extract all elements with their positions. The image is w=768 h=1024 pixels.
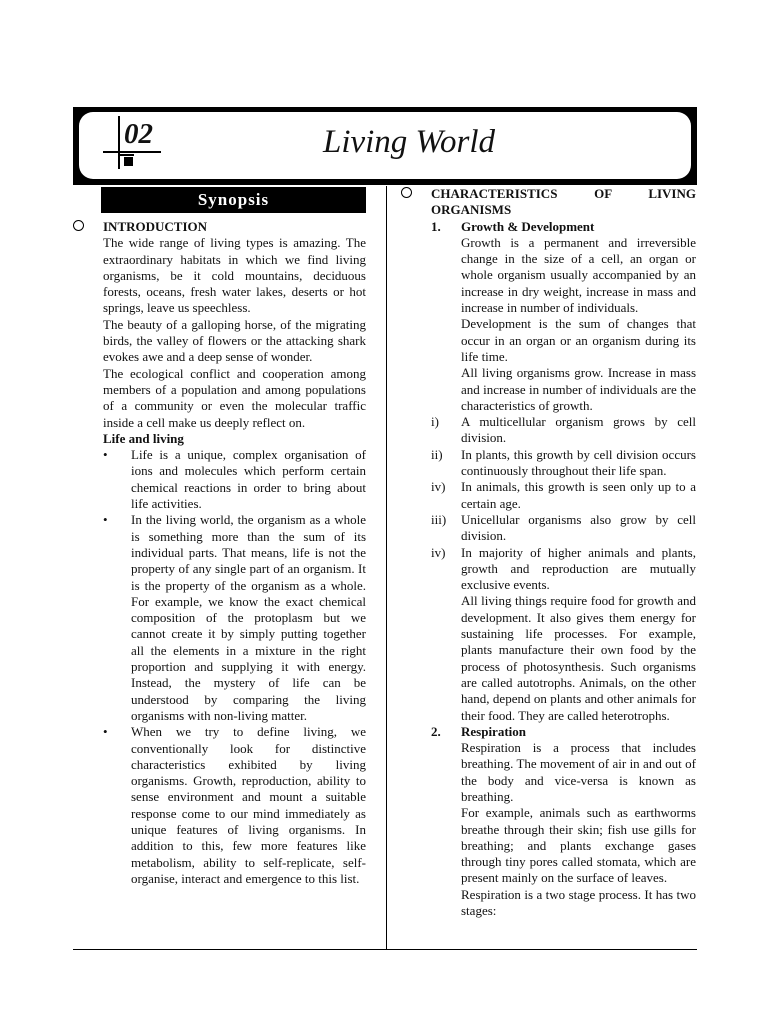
section-heading-characteristics: CHARACTERISTICS OF LIVING ORGANISMS — [401, 186, 696, 219]
intro-paragraph-2: The beauty of a galloping horse, of the migrating birds, the valley of flowers or the attacking shark evokes awe and a deep sense of wonder. — [103, 316, 366, 365]
growth-paragraph-3: All living organisms grow. Increase in mass and increase in number of individuals are the characteristics of growth. — [461, 365, 696, 413]
respiration-paragraph-1: Respiration is a process that includes breathing. The movement of air in and out of the body and vice-versa is known as breathing. — [461, 740, 696, 804]
subheading-respiration: 2. Respiration — [431, 723, 526, 739]
column-divider — [386, 186, 387, 950]
intro-paragraph-3: The ecological conflict and cooperation among members of a population and among populations of a community or even the molecular traffic inside a cell make us deeply reflect on. — [103, 365, 366, 430]
list-item: i) A multicellular organism grows by cell division. — [431, 414, 696, 446]
circle-bullet-icon — [73, 220, 84, 231]
right-column — [401, 186, 696, 919]
subheading-growth-development: 1. Growth & Development — [431, 218, 595, 234]
list-item: • Life is a unique, complex organisation of ions and molecules which perform certain chemical reactions in order to bring about life activities. — [103, 447, 366, 512]
section-heading-introduction: INTRODUCTION — [73, 219, 366, 235]
intro-paragraph-1: The wide range of living types is amazing. The extraordinary habitats in which we find living organisms, be it cold mountains, deciduous forests, oceans, fresh water lakes, deserts or hot springs, leave us speechless. — [103, 235, 366, 316]
respiration-paragraph-3: Respiration is a two stage process. It has two stages: — [461, 886, 696, 919]
list-item: • In the living world, the organism as a whole is something more than the sum of its individual parts. That means, life is not the property of any single part of an organism. It is the property of the organism as a whole. For example, we know the exact chemical composition of the protoplasm but we cannot create it by simply putting together all the elements in a mixture in the right proportion and supplying it with energy. Instead, the mystery of life can be understood by comparing the living organisms with non-living matter. — [103, 512, 366, 723]
synopsis-bar: Synopsis — [101, 187, 366, 213]
chapter-title: Living World — [322, 124, 496, 160]
list-item: ii) In plants, this growth by cell division occurs continuously throughout their life span. — [431, 446, 696, 479]
respiration-paragraph-2: For example, animals such as earthworms breathe through their skin; fish use gills for breathing; and plants exchange gases through tiny pores called stomata, which are present mainly on the surface of leaves. — [461, 805, 696, 886]
list-item: iv) In animals, this growth is seen only up to a certain age. — [431, 479, 696, 511]
circle-bullet-icon — [401, 187, 412, 198]
bullet-icon: • — [103, 512, 108, 528]
growth-paragraph-2: Development is the sum of changes that occur in an organ or an organism during its life time. — [461, 316, 696, 364]
chapter-number: 02 — [124, 118, 153, 150]
bullet-icon: • — [103, 724, 108, 740]
food-paragraph: All living things require food for growth and development. It also gives them energy for sustaining life processes. For example, plants manufacture their own food by the process of photosynthesis. Such organisms are called autotrophs. Animals, on the other hand, depend on plants and other animals for their food. They are called heterotrophs. — [461, 593, 696, 723]
growth-paragraph-1: Growth is a permanent and irreversible change in the size of a cell, an organ or whole organism usually accompanied by an increase in dry weight, increase in mass and increase in number of individuals. — [461, 234, 696, 316]
bullet-icon: • — [103, 447, 108, 463]
bottom-rule — [73, 949, 697, 950]
list-item: • When we try to define living, we conventionally look for distinctive characteristics exhibited by living organisms. Growth, reproduction, ability to sense environment and mount a suitable response come to our mind immediately as unique features of living organisms. In addition to this, few more features like metabolism, ability to self-replicate, self-organise, interact and emergence to this list. — [103, 724, 366, 886]
list-item: iv) In majority of higher animals and plants, growth and reproduction are mutually exclusive events. — [431, 544, 696, 593]
list-item: iii) Unicellular organisms also grow by cell division. — [431, 511, 696, 544]
subheading-life-and-living: Life and living — [103, 430, 184, 446]
left-column — [73, 219, 366, 887]
